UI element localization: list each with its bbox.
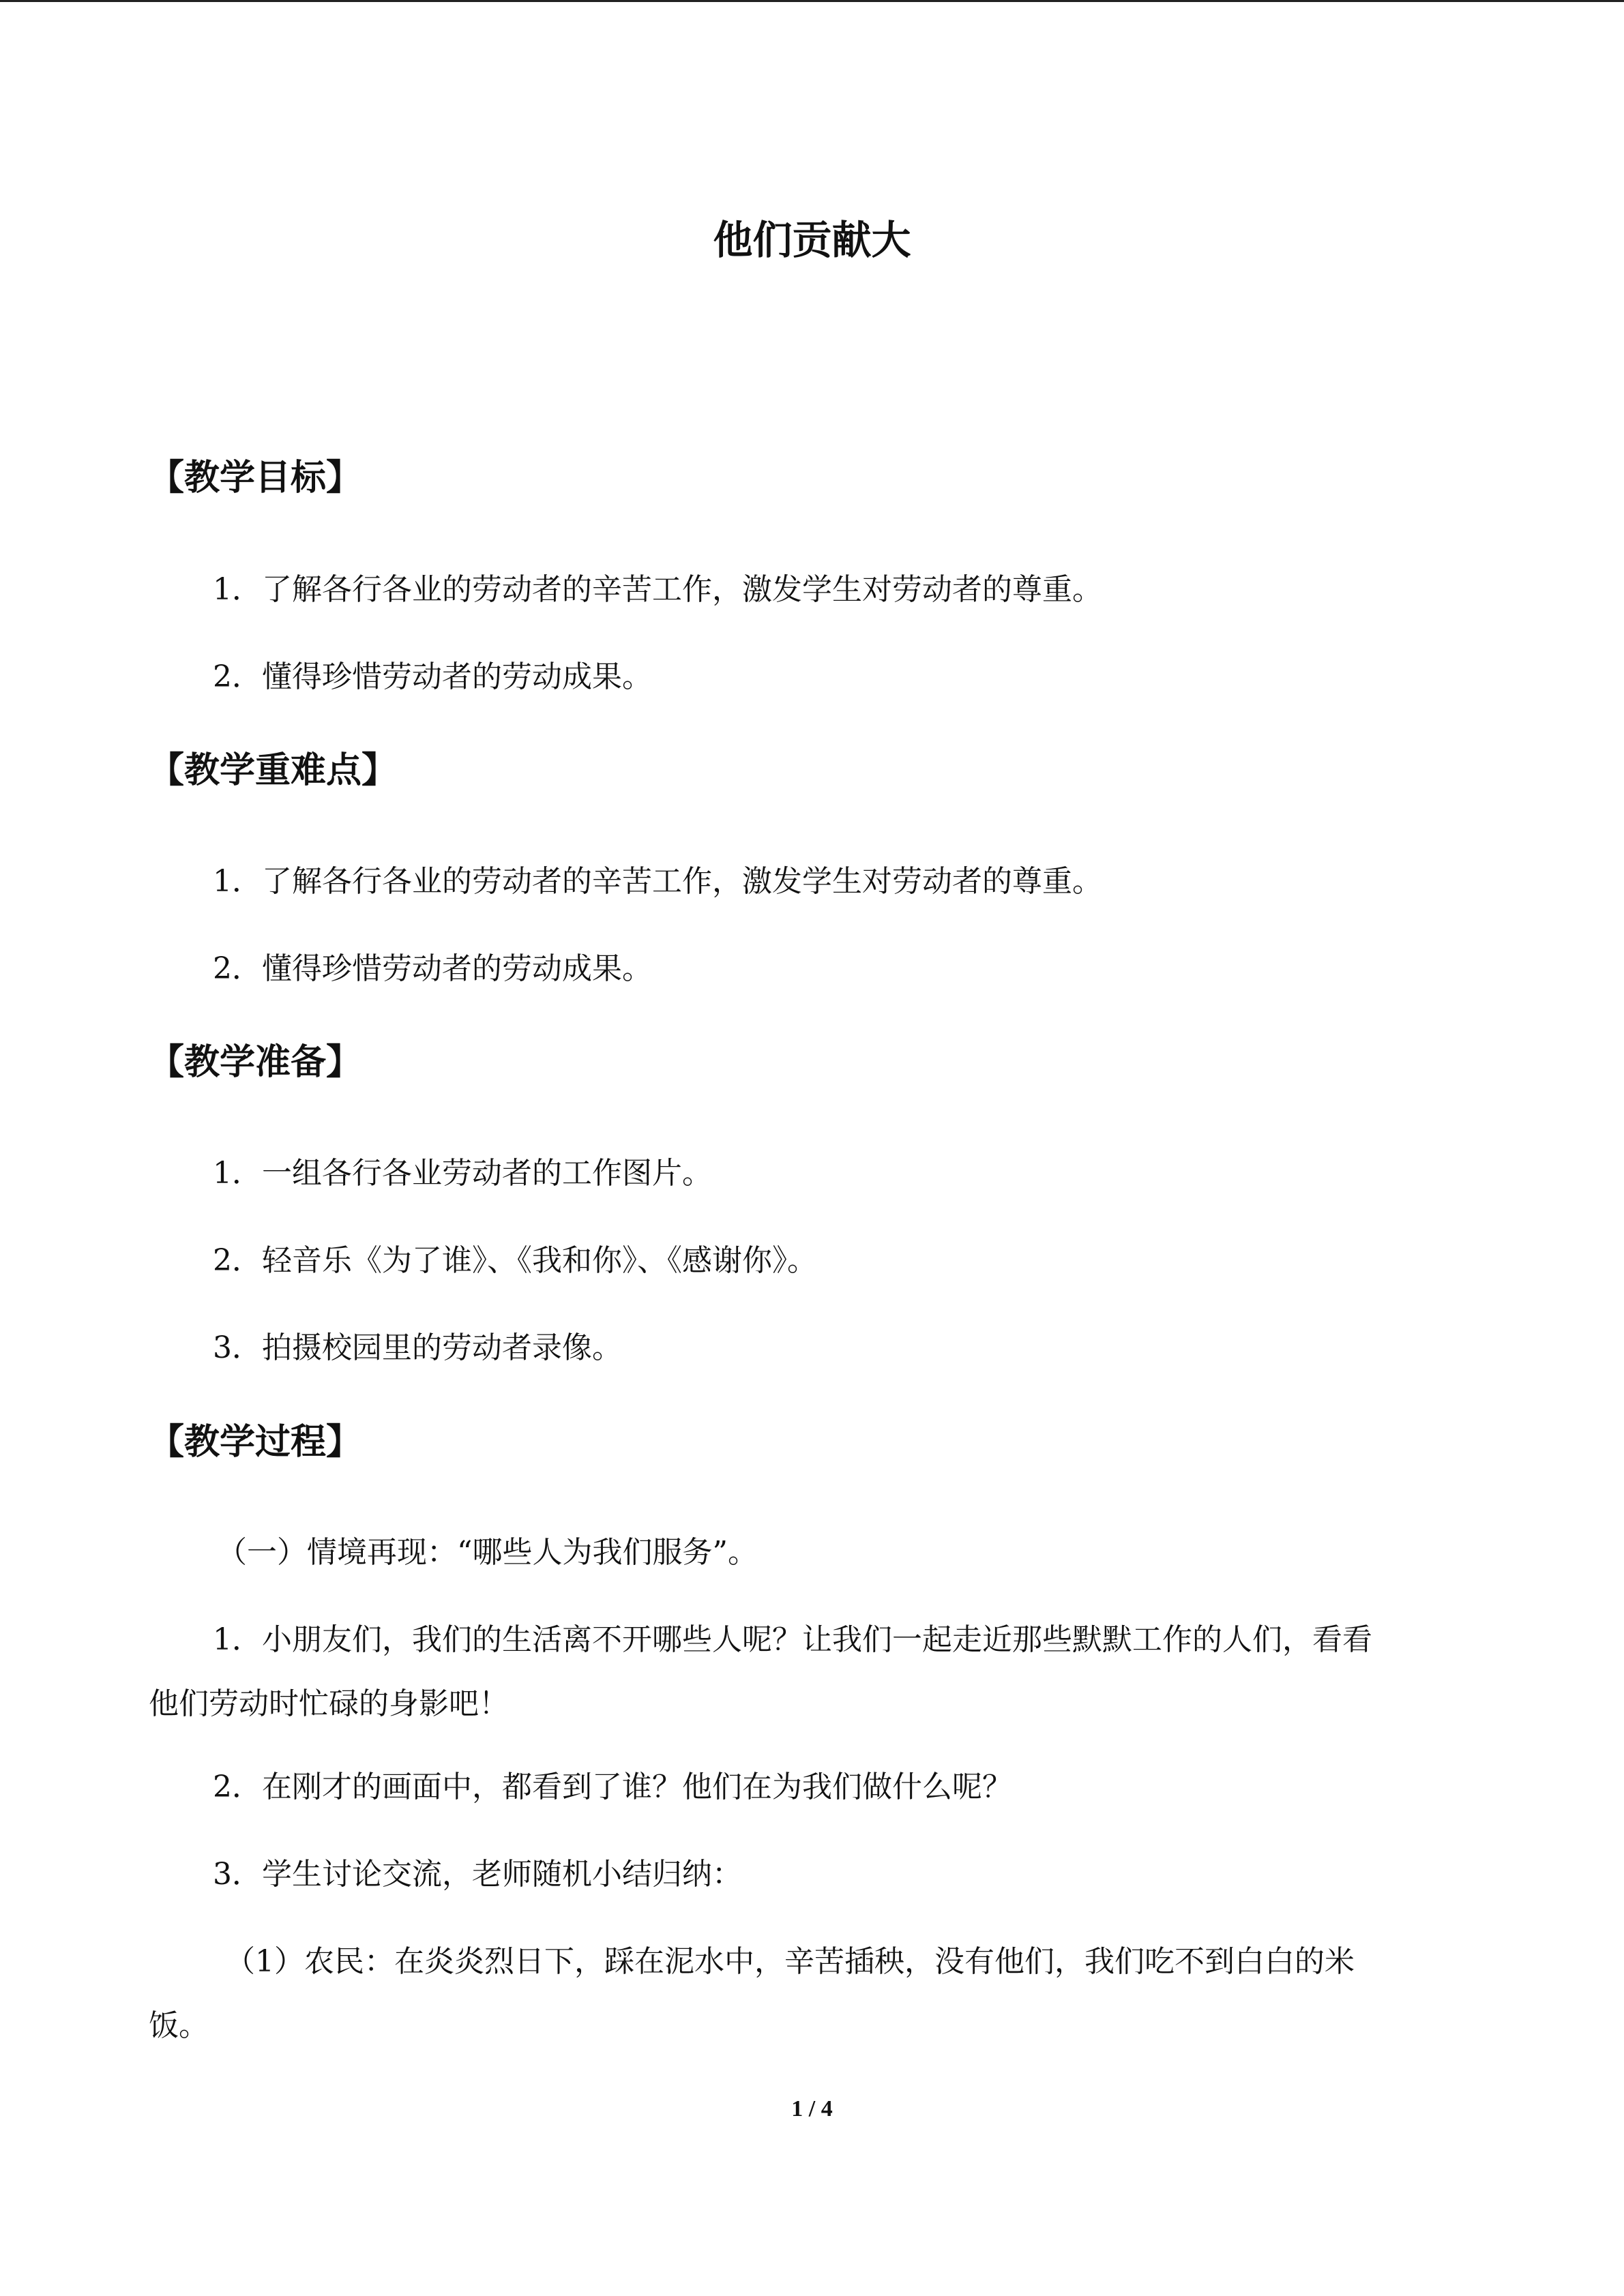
goal-item-1: 1．了解各行各业的劳动者的辛苦工作，激发学生对劳动者的尊重。 (213, 572, 1102, 607)
key-point-item-2: 2．懂得珍惜劳动者的劳动成果。 (213, 951, 652, 986)
paragraph-line: 他们劳动时忙碌的身影吧！ (149, 1686, 509, 1721)
process-stage-1: （一）情境再现：“哪些人为我们服务”。 (217, 1535, 758, 1570)
paragraph-line: （1）农民：在炎炎烈日下，踩在泥水中，辛苦插秧，没有他们，我们吃不到白白的米 (225, 1944, 1355, 1979)
goal-item-2: 2．懂得珍惜劳动者的劳动成果。 (213, 659, 652, 694)
preparation-item-2: 2．轻音乐《为了谁》、《我和你》、《感谢你》。 (213, 1243, 817, 1278)
preparation-item-3: 3．拍摄校园里的劳动者录像。 (213, 1330, 622, 1365)
heading-key-points: 【教学重难点】 (149, 750, 398, 791)
top-border (0, 0, 1624, 2)
key-point-item-1: 1．了解各行各业的劳动者的辛苦工作，激发学生对劳动者的尊重。 (213, 864, 1102, 899)
process-paragraph-4 (149, 1940, 1479, 2048)
process-paragraph-3: 3．学生讨论交流，老师随机小结归纳： (213, 1857, 742, 1892)
paragraph-line: 1．小朋友们，我们的生活离不开哪些人呢？让我们一起走近那些默默工作的人们，看看 (213, 1622, 1372, 1657)
process-paragraph-1 (149, 1618, 1479, 1726)
document-title: 他们贡献大 (713, 217, 911, 263)
paragraph-line: 饭。 (149, 2008, 209, 2043)
heading-teaching-process: 【教学过程】 (149, 1422, 362, 1463)
process-paragraph-2: 2．在刚才的画面中，都看到了谁？他们在为我们做什么呢？ (213, 1770, 1012, 1804)
page-number: 1 / 4 (791, 2096, 833, 2121)
heading-teaching-goals: 【教学目标】 (149, 458, 362, 498)
preparation-item-1: 1．一组各行各业劳动者的工作图片。 (213, 1156, 712, 1191)
heading-preparation: 【教学准备】 (149, 1042, 362, 1083)
